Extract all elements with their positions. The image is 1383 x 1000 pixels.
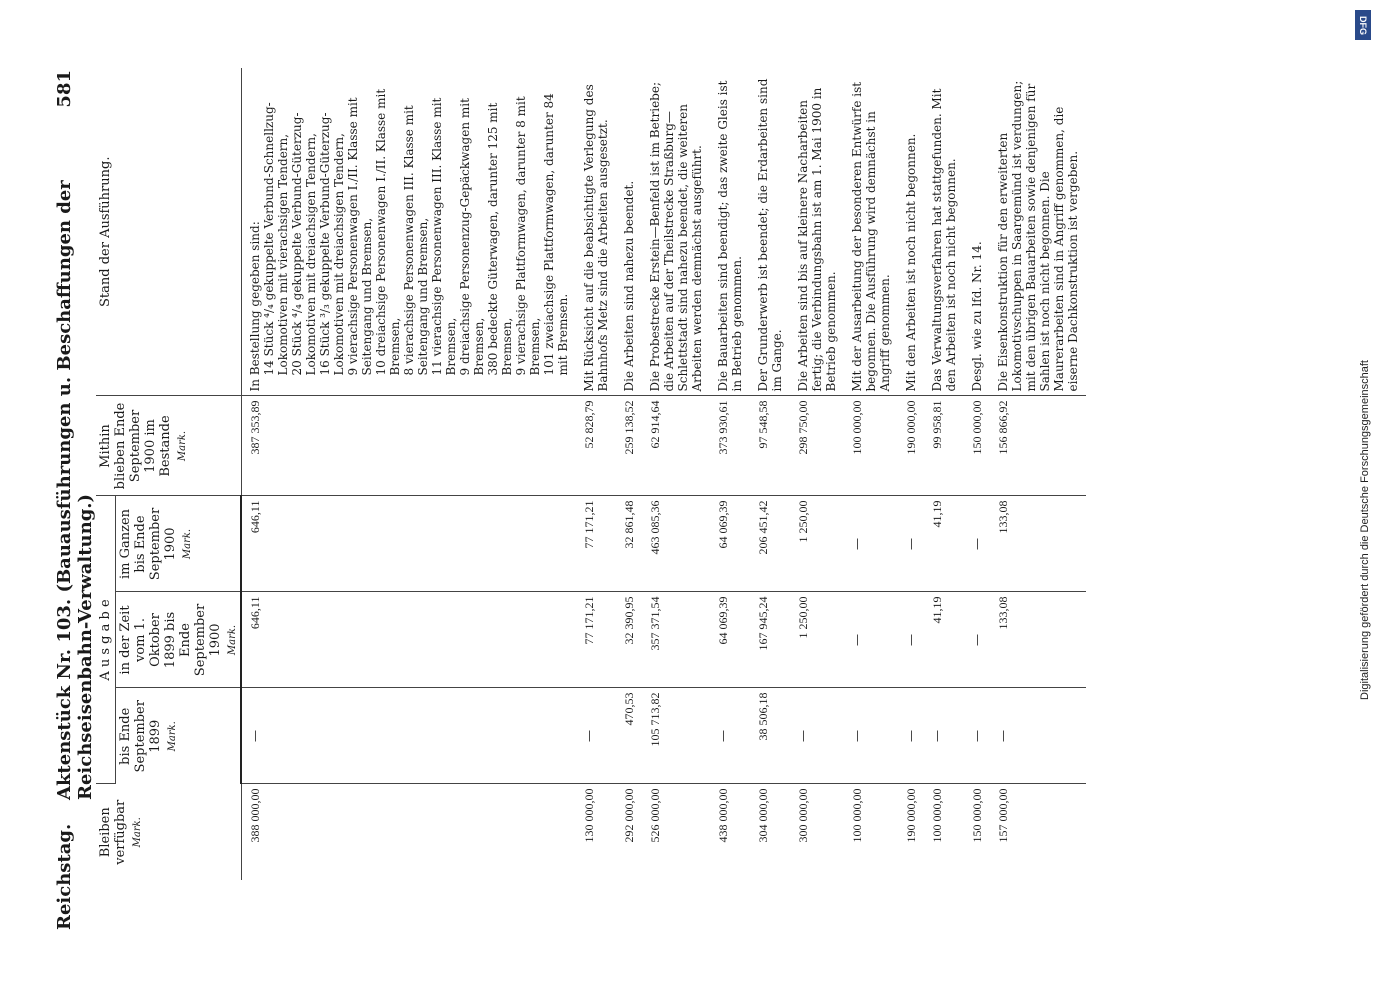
cell-stand: Die Arbeiten sind nahezu beendet. [616,68,642,396]
cell-stand: Mit der Ausarbeitung der besonderen Entwürfe ist begonnen. Die Ausführung wird demnächst in Angriff genommen. [844,68,898,396]
stand-item: 9 vierachsige Personenwagen I./II. Klasse mit Seitengang und Bremsen, [345,97,374,376]
stand-item: 20 Stück ⁴/₄ gekuppelte Verbund-Güterzug-Lokomotiven mit dreiachsigen Tendern, [289,112,318,376]
unit-label: Mark. [167,721,178,752]
unit-label: Mark. [182,528,193,560]
cell-in-der-zeit: 1 250,00 [790,592,844,688]
stand-item: 16 Stück ³/₃ gekuppelte Verbund-Güterzug-Lokomotiven mit dreiachsigen Tendern, [317,112,346,376]
cell-mithin: 373 930,61 [710,396,750,496]
expenditure-table [96,68,1086,880]
stand-item: 11 vierachsige Personenwagen III. Klasse mit Bremsen, [429,97,458,376]
stand-item: 380 bedeckte Güterwagen, darunter 125 mit Bremsen, [485,102,514,376]
cell-mithin: 387 353,89 [241,396,576,496]
cell-im-ganzen: 64 069,39 [710,496,750,592]
cell-bleiben: 150 000,00 [969,788,984,843]
cell-mithin: 190 000,00 [898,396,924,496]
cell-bleiben: 292 000,00 [621,788,636,843]
cell-bleiben: 157 000,00 [995,788,1010,843]
cell-bis-ende: 470,53 [616,688,642,784]
cell-bleiben: 388 000,00 [247,788,262,843]
cell-mithin: 100 000,00 [844,396,898,496]
table-row [576,68,616,880]
cell-im-ganzen: — [844,496,898,592]
cell-im-ganzen: 77 171,21 [576,496,616,592]
cell-bis-ende: — [924,688,964,784]
cell-bleiben: 190 000,00 [903,788,918,843]
cell-stand: Die Arbeiten sind bis auf kleinere Nacharbeiten fertig; die Verbindungsbahn ist am 1. Mai 1900 in Betrieb genommen. [790,68,844,396]
running-header [54,70,96,930]
cell-im-ganzen: 463 085,36 [642,496,710,592]
cell-bleiben: 130 000,00 [581,788,596,843]
cell-in-der-zeit: 77 171,21 [576,592,616,688]
table-row [964,68,990,880]
unit-label: Mark. [132,817,143,848]
cell-im-ganzen: 206 451,42 [750,496,790,592]
cell-stand: Mit Rücksicht auf die beabsichtigte Verlegung des Bahnhofs Metz sind die Arbeiten ausgesetzt. [576,68,616,396]
cell-bleiben: 438 000,00 [715,788,730,843]
watermark-text: Digitalisierung gefördert durch die Deutsche Forschungsgemeinschaft [1359,360,1371,700]
cell-mithin: 259 138,52 [616,396,642,496]
cell-bis-ende: 105 713,82 [642,688,710,784]
col-ausgabe-header: A u s g a b e [96,496,116,784]
cell-in-der-zeit: — [898,592,924,688]
cell-im-ganzen: — [964,496,990,592]
page-number: 581 [54,70,75,108]
cell-bleiben: 300 000,00 [795,788,810,843]
cell-stand [241,68,576,396]
cell-mithin: 298 750,00 [790,396,844,496]
cell-in-der-zeit: 646,11 [241,592,576,688]
cell-bis-ende: — [790,688,844,784]
cell-in-der-zeit: 64 069,39 [710,592,750,688]
table-row [790,68,844,880]
table-row [241,68,576,880]
col-in-der-zeit-header: in der Zeit vom 1. Oktober 1899 bis Ende September 1900 Mark. [116,592,242,688]
watermark [1355,10,1375,990]
cell-in-der-zeit: 32 390,95 [616,592,642,688]
cell-in-der-zeit: 41,19 [924,592,964,688]
cell-bleiben: 526 000,00 [647,788,662,843]
document-page [40,60,1320,940]
cell-stand: Der Grunderwerb ist beendet; die Erdarbeiten sind im Gange. [750,68,790,396]
cell-mithin: 156 866,92 [990,396,1086,496]
table-row [924,68,964,880]
col-bleiben-header: Bleiben verfügbar Mark. [96,784,241,880]
table-row [898,68,924,880]
stand-item: 14 Stück ⁴/₄ gekuppelte Verbund-Schnellzug-Lokomotiven mit vierachsigen Tendern, [261,102,290,376]
cell-bis-ende: — [990,688,1086,784]
cell-bis-ende: 38 506,18 [750,688,790,784]
cell-bis-ende: — [844,688,898,784]
cell-stand: Das Verwaltungsverfahren hat stattgefunden. Mit den Arbeiten ist noch nicht begonnen. [924,68,964,396]
cell-bis-ende: — [576,688,616,784]
unit-label: Mark. [227,624,238,656]
cell-im-ganzen: 646,11 [241,496,576,592]
stand-item: 9 vierachsige Plattformwagen, darunter 8 mit Bremsen, [513,96,542,376]
cell-bis-ende: — [241,688,576,784]
cell-bis-ende: — [964,688,990,784]
stand-item: 101 zweiachsige Plattformwagen, darunter 84 mit Bremsen. [541,93,570,376]
col-mithin-header: Mithin blieben Ende September 1900 im Bestande Mark. [96,396,241,496]
header-title: Aktenstück Nr. 103. (Bauausführungen u. Beschaffungen der Reichseisenbahn-Verwaltung.) [54,180,96,800]
cell-mithin: 62 914,64 [642,396,710,496]
table-row [642,68,710,880]
cell-im-ganzen: 41,19 [924,496,964,592]
stand-item: 9 dreiachsige Personenzug-Gepäckwagen mit Bremsen, [457,98,486,376]
table-row [844,68,898,880]
cell-mithin: 150 000,00 [964,396,990,496]
cell-stand: Die Bauarbeiten sind beendigt; das zweite Gleis ist in Betrieb genommen. [710,68,750,396]
col-im-ganzen-header: im Ganzen bis Ende September 1900 Mark. [116,496,242,592]
cell-stand: Desgl. wie zu lfd. Nr. 14. [964,68,990,396]
dfg-logo: DFG [1355,10,1371,40]
table-row [616,68,642,880]
cell-stand: Die Probestrecke Erstein—Benfeld ist im Betriebe; die Arbeiten auf der Theilstrecke Straßburg—Schlettstadt sind nahezu beendet, die weiteren Arbeiten werden demnächst ausgeführt. [642,68,710,396]
table-row [750,68,790,880]
cell-im-ganzen: — [898,496,924,592]
cell-in-der-zeit: 133,08 [990,592,1086,688]
cell-stand: Mit den Arbeiten ist noch nicht begonnen. [898,68,924,396]
stand-item: 10 dreiachsige Personenwagen I./II. Klasse mit Bremsen, [373,88,402,376]
col-stand-header: Stand der Ausführung. [96,68,241,396]
table-row [990,68,1086,880]
col-bis-ende-header: bis Ende September 1899 Mark. [116,688,242,784]
cell-im-ganzen: 133,08 [990,496,1086,592]
header-left: Reichstag. [54,823,75,930]
stand-item: 8 vierachsige Personenwagen III. Klasse mit Seitengang und Bremsen, [401,105,430,376]
cell-bis-ende: — [898,688,924,784]
cell-mithin: 99 958,81 [924,396,964,496]
cell-bleiben: 100 000,00 [849,788,864,843]
cell-mithin: 97 548,58 [750,396,790,496]
cell-in-der-zeit: 357 371,54 [642,592,710,688]
stand-intro: In Bestellung gegeben sind: [247,221,262,392]
cell-mithin: 52 828,79 [576,396,616,496]
cell-in-der-zeit: — [844,592,898,688]
unit-label: Mark. [177,430,188,462]
cell-stand: Die Eisenkonstruktion für den erweiterten Lokomotivschuppen in Saargemünd ist verdungen; mit den übrigen Bauarbeiten sowie denjenigen für Sahlen ist noch nicht begonnen. Die Maurerarbeiten sind in Angriff genommen, die eiserne Dachkonstruktion ist vergeben. [990,68,1086,396]
cell-in-der-zeit: — [964,592,990,688]
cell-bleiben: 100 000,00 [929,788,944,843]
table-row [710,68,750,880]
cell-im-ganzen: 1 250,00 [790,496,844,592]
document-stage [40,60,1320,940]
cell-im-ganzen: 32 861,48 [616,496,642,592]
cell-bis-ende: — [710,688,750,784]
cell-in-der-zeit: 167 945,24 [750,592,790,688]
cell-bleiben: 304 000,00 [755,788,770,843]
